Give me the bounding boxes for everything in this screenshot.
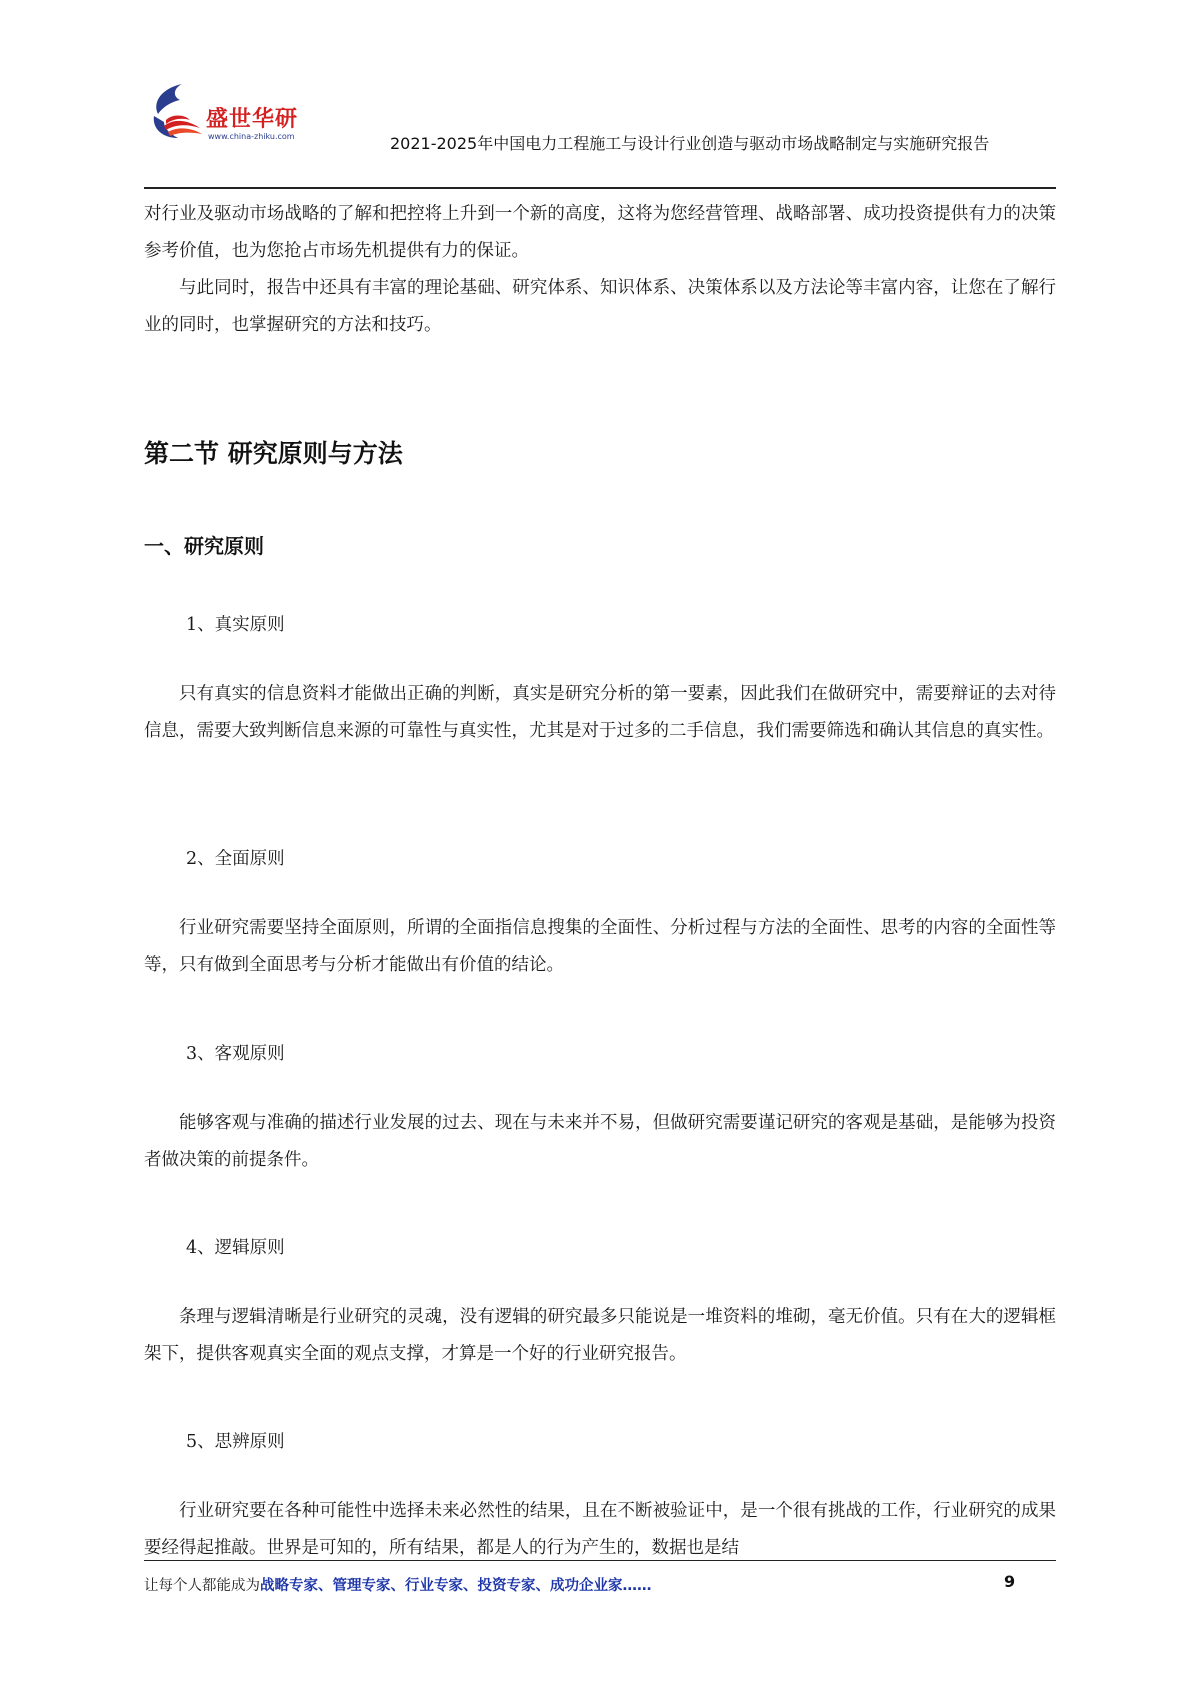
principle-title-5: 5、思辨原则 [186, 1432, 285, 1452]
footer-highlight: 战略专家、管理专家、行业专家、投资专家、成功企业家…… [260, 1578, 652, 1594]
principle-title-2: 2、全面原则 [186, 849, 285, 869]
report-title: 2021-2025年中国电力工程施工与设计行业创造与驱动市场战略制定与实施研究报告 [390, 134, 990, 153]
principle-body-3 [144, 1105, 1056, 1179]
principle-body-1 [144, 676, 1056, 750]
subsection-heading: 一、研究原则 [144, 534, 264, 558]
intro-paragraph-1: 对行业及驱动市场战略的了解和把控将上升到一个新的高度，这将为您经营管理、战略部署、成功投资提供有力的决策参考价值，也为您抢占市场先机提供有力的保证。 [144, 204, 1056, 261]
footer-divider [144, 1560, 1056, 1561]
principle-text: 行业研究需要坚持全面原则，所谓的全面指信息搜集的全面性、分析过程与方法的全面性、思考的内容的全面性等等，只有做到全面思考与分析才能做出有价值的结论。 [144, 918, 1056, 975]
intro-paragraph-2: 与此同时，报告中还具有丰富的理论基础、研究体系、知识体系、决策体系以及方法论等丰富内容，让您在了解行业的同时，也掌握研究的方法和技巧。 [144, 278, 1056, 335]
principle-title-3: 3、客观原则 [186, 1044, 285, 1064]
principle-text: 能够客观与准确的描述行业发展的过去、现在与未来并不易，但做研究需要谨记研究的客观是基础，是能够为投资者做决策的前提条件。 [144, 1113, 1056, 1170]
footer-prefix: 让每个人都能成为 [144, 1578, 260, 1594]
page-number: 9 [1004, 1572, 1016, 1591]
footer-slogan [144, 1574, 652, 1595]
principle-body-2 [144, 910, 1056, 984]
logo-url: www.china-zhiku.com [208, 132, 295, 141]
principle-title-4: 4、逻辑原则 [186, 1238, 285, 1258]
principle-text: 条理与逻辑清晰是行业研究的灵魂，没有逻辑的研究最多只能说是一堆资料的堆砌，毫无价值。只有在大的逻辑框架下，提供客观真实全面的观点支撑，才算是一个好的行业研究报告。 [144, 1307, 1056, 1364]
page-header [144, 80, 1056, 186]
section-heading: 第二节 研究原则与方法 [144, 439, 403, 468]
intro-text [144, 196, 1056, 344]
logo-title: 盛世华研 [206, 107, 299, 132]
principle-title-1: 1、真实原则 [186, 615, 285, 635]
principle-body-4 [144, 1299, 1056, 1373]
principle-text: 行业研究要在各种可能性中选择未来必然性的结果，且在不断被验证中，是一个很有挑战的工作，行业研究的成果要经得起推敲。世界是可知的，所有结果，都是人的行为产生的，数据也是结 [144, 1501, 1056, 1558]
header-divider [144, 187, 1056, 189]
principle-body-5 [144, 1493, 1056, 1567]
principle-text: 只有真实的信息资料才能做出正确的判断，真实是研究分析的第一要素，因此我们在做研究中，需要辩证的去对待信息，需要大致判断信息来源的可靠性与真实性，尤其是对于过多的二手信息，我们需要筛选和确认其信息的真实性。 [144, 684, 1056, 741]
